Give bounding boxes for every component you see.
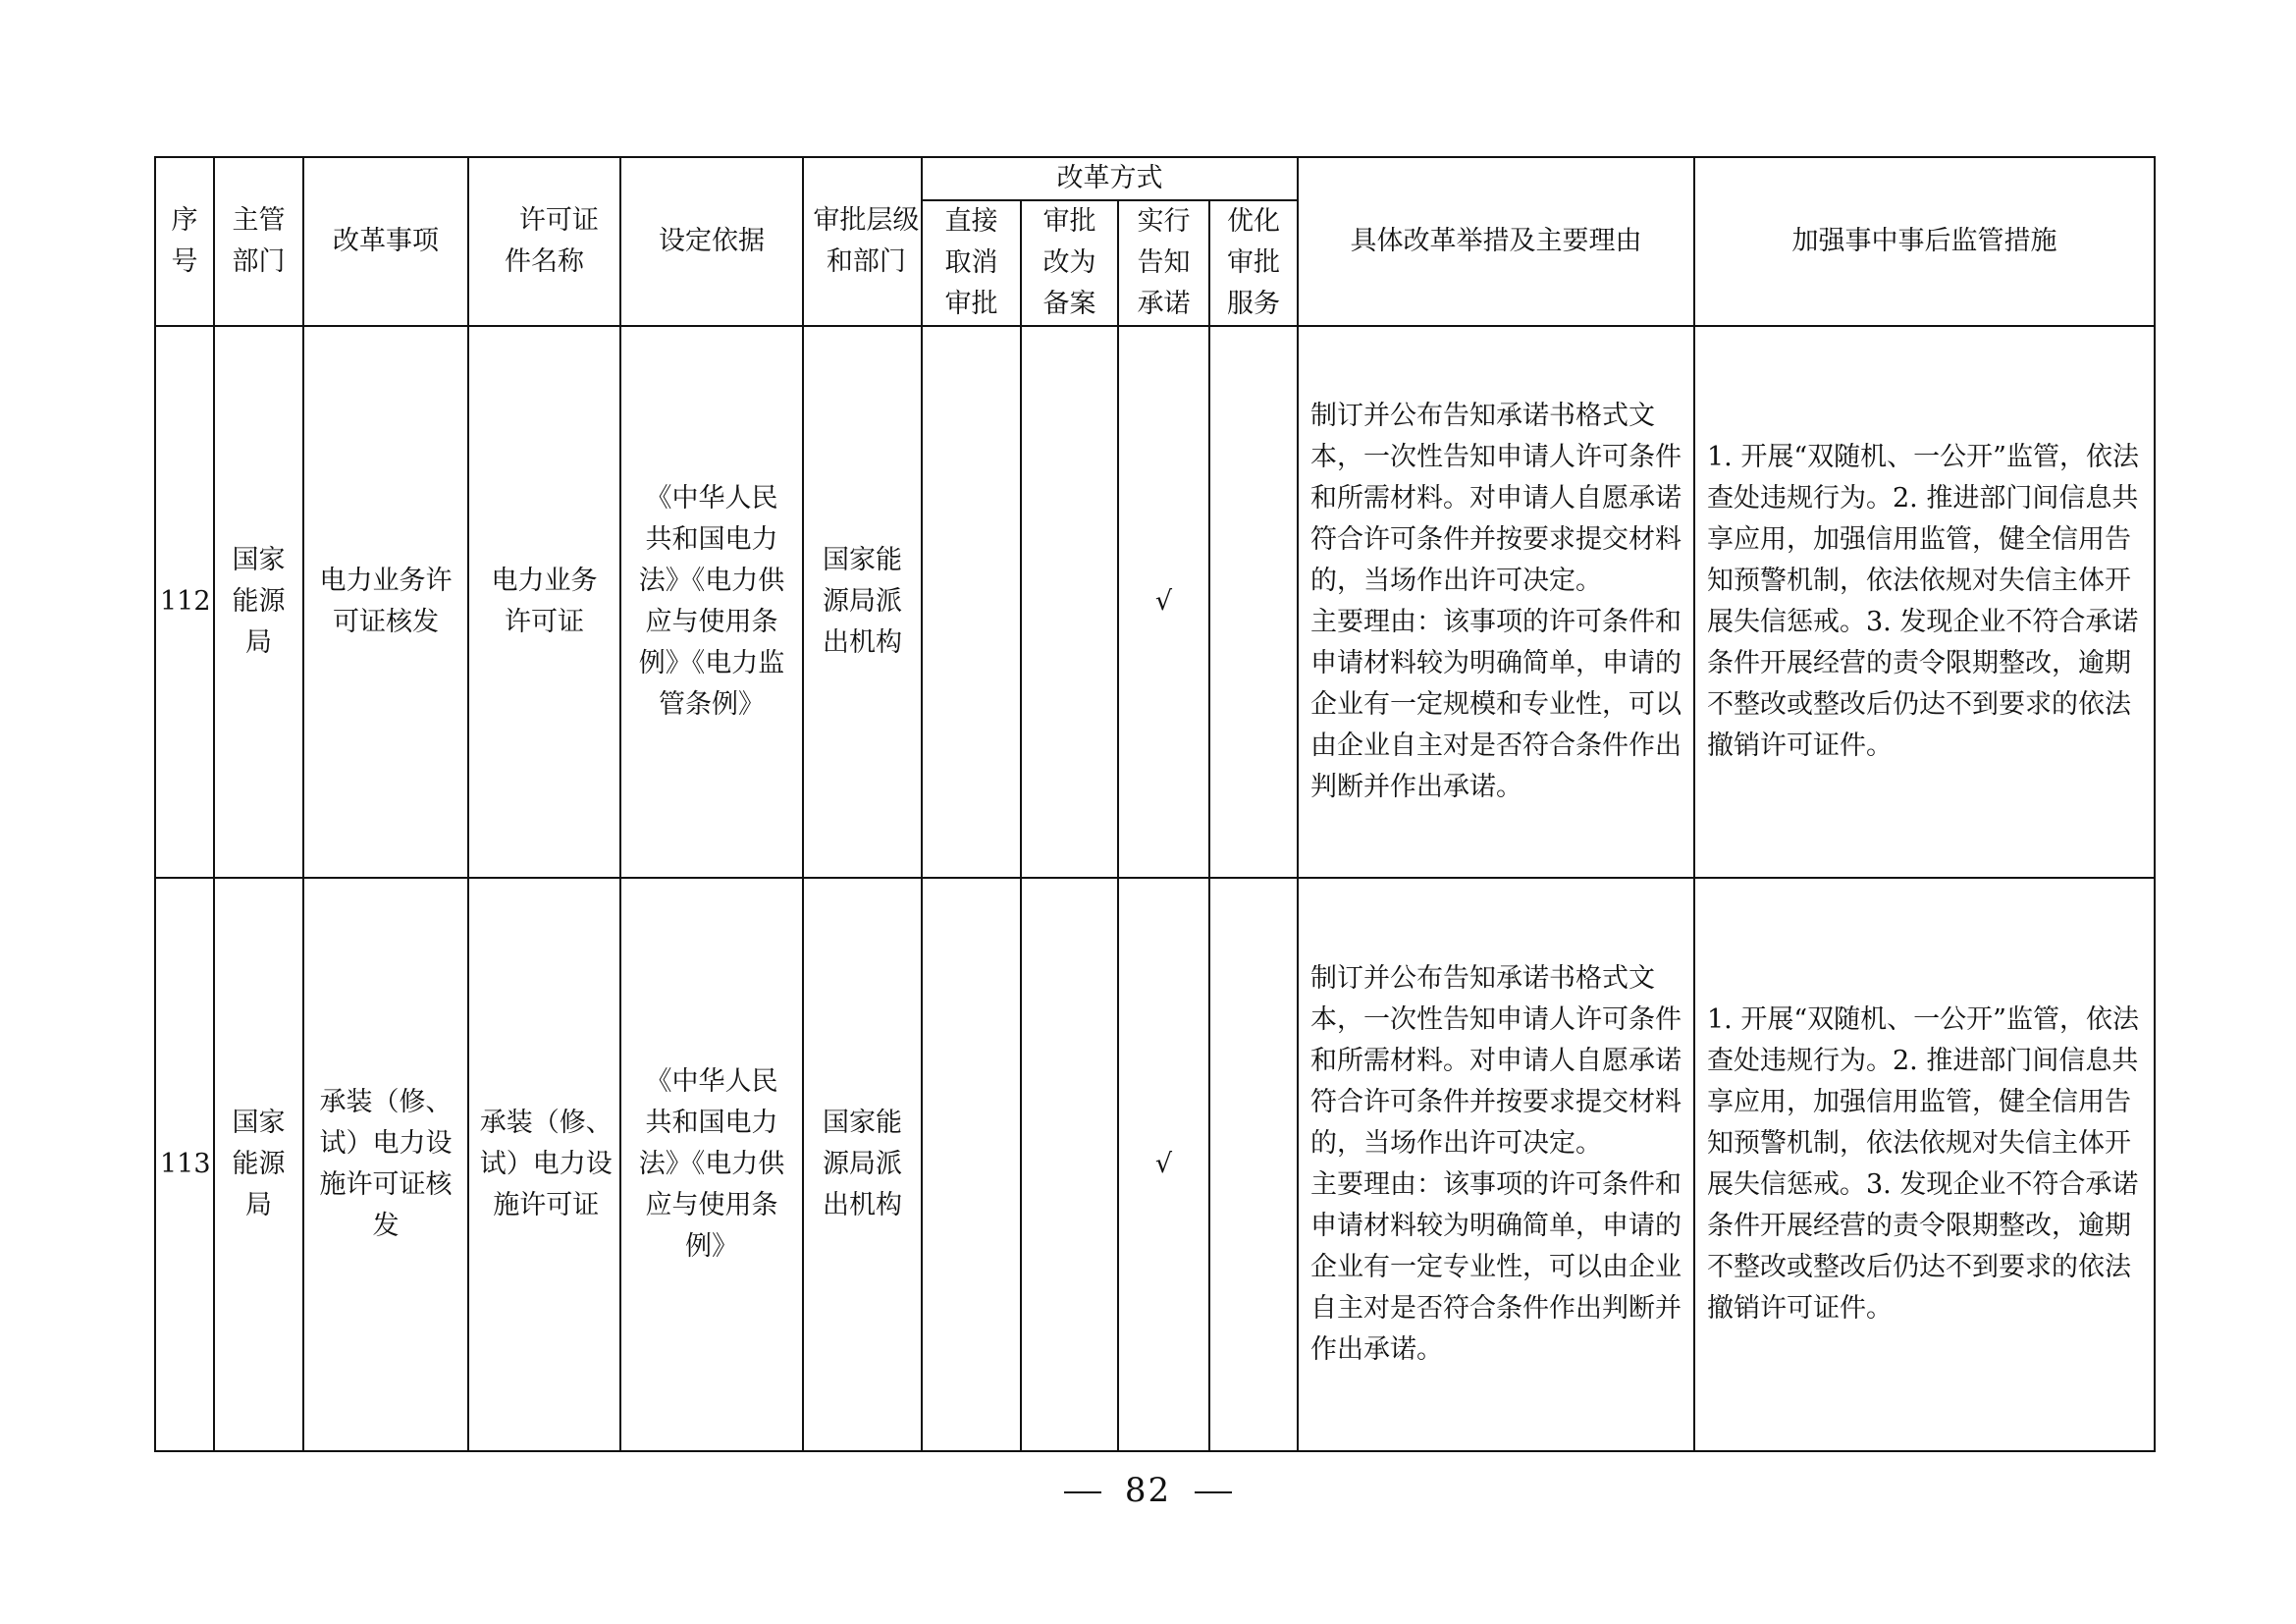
- cell-mode-commit: √: [1118, 326, 1209, 878]
- cell-level-text: 国家能源局派出机构: [823, 1108, 902, 1220]
- header-reform-mode: 改革方式: [922, 157, 1298, 200]
- cell-cert: [468, 878, 620, 1451]
- header-cert: [468, 157, 620, 326]
- header-item: 改革事项: [303, 157, 468, 326]
- cell-mode-optimize: [1209, 878, 1298, 1451]
- cell-basis-text: 《中华人民共和国电力法》《电力供应与使用条例》: [638, 1066, 785, 1262]
- cell-mode-optimize: [1209, 326, 1298, 878]
- measures-text: 制订并公布告知承诺书格式文本，一次性告知申请人许可条件和所需材料。对申请人自愿承诺符合许可条件并按要求提交材料的，当场作出许可决定。: [1310, 963, 1682, 1159]
- header-supervision: 加强事中事后监管措施: [1694, 157, 2155, 326]
- cell-basis-text: 《中华人民共和国电力法》《电力供应与使用条例》《电力监管条例》: [638, 483, 785, 720]
- cell-mode-record: [1021, 326, 1118, 878]
- header-cert-label: 许可证件名称: [504, 205, 599, 277]
- cell-measures: [1298, 878, 1694, 1451]
- reason-text: 主要理由：该事项的许可条件和申请材料较为明确简单，申请的企业有一定专业性，可以由企业自主对是否符合条件作出判断并作出承诺。: [1310, 1169, 1682, 1365]
- cell-mode-commit: √: [1118, 878, 1209, 1451]
- header-mode-cancel-label: 直接取消审批: [944, 206, 998, 319]
- cell-measures: [1298, 326, 1694, 878]
- table-row: [155, 326, 2155, 878]
- page-footer: [0, 1471, 2296, 1510]
- header-level-label: 审批层级和部门: [813, 205, 920, 277]
- cell-cert-text: 承装（修、试）电力设施许可证: [479, 1108, 613, 1220]
- cell-supervision: 1. 开展“双随机、一公开”监管，依法查处违规行为。2. 推进部门间信息共享应用，加强信用监管，健全信用告知预警机制，依法依规对失信主体开展失信惩戒。3. 发现企业不符合承诺条件开展经营的责令限期整改，逾期不整改或整改后仍达不到要求的依法撤销许可证件。: [1694, 878, 2155, 1451]
- header-mode-record: [1021, 200, 1118, 326]
- cell-cert: [468, 326, 620, 878]
- cell-item: [303, 878, 468, 1451]
- page-number: 82: [1124, 1471, 1172, 1510]
- cell-level-text: 国家能源局派出机构: [823, 545, 902, 658]
- footer-dash-left: [1064, 1491, 1101, 1493]
- cell-dept-text: 国家能源局: [232, 1108, 286, 1220]
- cell-mode-record: [1021, 878, 1118, 1451]
- header-basis: 设定依据: [620, 157, 803, 326]
- table-row: [155, 878, 2155, 1451]
- cell-mode-cancel: [922, 878, 1021, 1451]
- reason-text: 主要理由：该事项的许可条件和申请材料较为明确简单，申请的企业有一定规模和专业性，可以由企业自主对是否符合条件作出判断并作出承诺。: [1310, 607, 1682, 802]
- header-mode-optimize: [1209, 200, 1298, 326]
- cell-item: [303, 326, 468, 878]
- cell-seq: 112: [155, 326, 214, 878]
- header-mode-optimize-label: 优化审批服务: [1226, 206, 1280, 319]
- cell-level: [803, 326, 922, 878]
- header-mode-cancel: [922, 200, 1021, 326]
- header-measures: 具体改革举措及主要理由: [1298, 157, 1694, 326]
- cell-item-text: 承装（修、试）电力设施许可证核发: [319, 1087, 453, 1241]
- header-mode-record-label: 审批改为备案: [1042, 206, 1096, 319]
- header-dept-label: 主管部门: [232, 205, 286, 277]
- header-dept: [214, 157, 303, 326]
- cell-supervision: 1. 开展“双随机、一公开”监管，依法查处违规行为。2. 推进部门间信息共享应用，加强信用监管，健全信用告知预警机制，依法依规对失信主体开展失信惩戒。3. 发现企业不符合承诺条件开展经营的责令限期整改，逾期不整改或整改后仍达不到要求的依法撤销许可证件。: [1694, 326, 2155, 878]
- header-mode-commit-label: 实行告知承诺: [1137, 206, 1191, 319]
- header-seq: [155, 157, 214, 326]
- header-seq-label: 序号: [171, 205, 198, 277]
- cell-basis: [620, 326, 803, 878]
- footer-dash-right: [1195, 1491, 1232, 1493]
- cell-item-text: 电力业务许可证核发: [319, 566, 453, 637]
- cell-dept: [214, 326, 303, 878]
- header-mode-commit: [1118, 200, 1209, 326]
- cell-seq: 113: [155, 878, 214, 1451]
- cell-basis: [620, 878, 803, 1451]
- cell-dept-text: 国家能源局: [232, 545, 286, 658]
- cell-mode-cancel: [922, 326, 1021, 878]
- header-level: [803, 157, 922, 326]
- cell-cert-text: 电力业务许可证: [491, 566, 598, 637]
- measures-text: 制订并公布告知承诺书格式文本，一次性告知申请人许可条件和所需材料。对申请人自愿承诺符合许可条件并按要求提交材料的，当场作出许可决定。: [1310, 401, 1682, 596]
- cell-dept: [214, 878, 303, 1451]
- cell-level: [803, 878, 922, 1451]
- reform-table: [154, 156, 2156, 1452]
